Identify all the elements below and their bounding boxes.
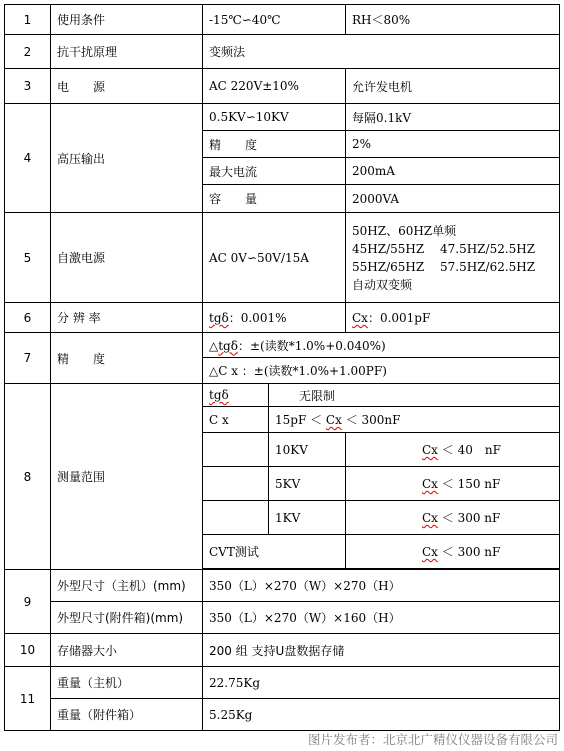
tg-delta-symbol: tgδ	[209, 388, 229, 402]
cell-value: 350（L）×270（W）×160（H）	[203, 602, 560, 634]
resolution-value: ：0.001%	[228, 311, 287, 325]
row-number: 5	[5, 213, 51, 303]
row-number: 9	[5, 570, 51, 634]
row-number: 11	[5, 667, 51, 731]
blank-cell	[203, 501, 269, 535]
tg-delta-symbol: tgδ	[218, 338, 238, 353]
cell-value	[269, 407, 560, 433]
range-upper: ＜ 300nF	[341, 413, 401, 427]
blank-cell	[203, 467, 269, 501]
cell-value: RH＜80%	[346, 5, 560, 35]
row-label: 分 辨 率	[51, 303, 203, 333]
frequency-line: 自动双变频	[352, 277, 413, 292]
table-row	[5, 602, 560, 634]
frequency-line: 50HZ、60HZ单频	[352, 223, 457, 238]
cell-value: 允许发电机	[346, 69, 560, 104]
voltage-label: 5KV	[269, 467, 346, 501]
cell-value: 22.75Kg	[203, 667, 560, 699]
tg-delta-symbol: tgδ	[209, 311, 229, 325]
delta-symbol: △	[209, 338, 219, 353]
table-row	[5, 69, 560, 104]
frequency-list	[346, 213, 560, 303]
accuracy-value: ：±(读数*1.0%+0.040%)	[237, 338, 386, 353]
cell-value	[203, 303, 346, 333]
table-row	[5, 333, 560, 358]
row-label: 测量范围	[51, 384, 203, 570]
accuracy-line	[203, 333, 560, 358]
table-row	[5, 5, 560, 35]
row-label: 精 度	[51, 333, 203, 384]
cell-value: AC 220V±10%	[203, 69, 346, 104]
cell-value: AC 0V∽50V/15A	[203, 213, 346, 303]
table-row	[5, 213, 560, 303]
cell-value: -15℃∽40℃	[203, 5, 346, 35]
table-row	[5, 570, 560, 602]
cell-key	[203, 384, 269, 407]
cvt-label: CVT测试	[203, 535, 346, 569]
cell-value: 200mA	[346, 158, 560, 185]
table-row	[5, 35, 560, 69]
cell-value: 无限制	[269, 384, 560, 407]
row-number: 2	[5, 35, 51, 69]
row-label: 外型尺寸（主机）(mm)	[51, 570, 203, 602]
cell-key: 容 量	[203, 185, 346, 213]
row-label: 电 源	[51, 69, 203, 104]
cell-value: 350（L）×270（W）×270（H）	[203, 570, 560, 602]
row-number: 8	[5, 384, 51, 570]
watermark: 图片发布者：北京北广精仪仪器设备有限公司	[307, 732, 558, 747]
spec-table	[4, 4, 560, 731]
cx-symbol: Cx	[422, 545, 438, 559]
cx-symbol: Cx	[325, 413, 342, 427]
row-label: 自激电源	[51, 213, 203, 303]
row-label: 抗干扰原理	[51, 35, 203, 69]
frequency-line: 55HZ/65HZ 57.5HZ/62.5HZ	[352, 259, 536, 274]
cx-symbol: Cx	[422, 443, 438, 457]
cell-value: 200 组 支持U盘数据存储	[203, 634, 560, 667]
row-number: 7	[5, 333, 51, 384]
cell-value: 2%	[346, 131, 560, 158]
cell-value	[346, 433, 560, 467]
row-number: 10	[5, 634, 51, 667]
cell-value	[346, 501, 560, 535]
cell-value: 2000VA	[346, 185, 560, 213]
table-row	[5, 667, 560, 699]
table-row	[5, 303, 560, 333]
row-label: 外型尺寸(附件箱)(mm)	[51, 602, 203, 634]
row-label: 存储器大小	[51, 634, 203, 667]
cell-value	[346, 303, 560, 333]
row-label: 使用条件	[51, 5, 203, 35]
blank-cell	[203, 433, 269, 467]
row-number: 1	[5, 5, 51, 35]
table-row	[5, 104, 560, 131]
cell-value: 5.25Kg	[203, 699, 560, 731]
row-label: 重量（主机）	[51, 667, 203, 699]
range-value: ＜ 300 nF	[437, 511, 501, 525]
table-row	[5, 699, 560, 731]
voltage-label: 10KV	[269, 433, 346, 467]
range-lower: 15pF ＜	[275, 413, 326, 427]
range-value: ＜ 300 nF	[437, 545, 501, 559]
table-row	[5, 384, 560, 407]
cell-key: 精 度	[203, 131, 346, 158]
row-label: 重量（附件箱）	[51, 699, 203, 731]
cell-key: 0.5KV∽10KV	[203, 104, 346, 131]
accuracy-line: △C x ：±(读数*1.0%+1.00PF)	[203, 358, 560, 384]
cell-value: 变频法	[203, 35, 560, 69]
cell-value	[346, 467, 560, 501]
resolution-value: ：0.001pF	[367, 311, 431, 325]
row-number: 6	[5, 303, 51, 333]
range-value: ＜ 40 nF	[437, 443, 501, 457]
row-label: 高压输出	[51, 104, 203, 213]
cell-value	[346, 535, 560, 569]
cell-key: C x	[203, 407, 269, 433]
cell-value: 每隔0.1kV	[346, 104, 560, 131]
range-value: ＜ 150 nF	[437, 477, 501, 491]
table-row	[5, 634, 560, 667]
cx-symbol: Cx	[422, 477, 438, 491]
cx-symbol: Cx	[422, 511, 438, 525]
row-number: 3	[5, 69, 51, 104]
frequency-line: 45HZ/55HZ 47.5HZ/52.5HZ	[352, 241, 536, 256]
cell-key: 最大电流	[203, 158, 346, 185]
cx-symbol: Cx	[352, 311, 368, 325]
row-number: 4	[5, 104, 51, 213]
voltage-label: 1KV	[269, 501, 346, 535]
